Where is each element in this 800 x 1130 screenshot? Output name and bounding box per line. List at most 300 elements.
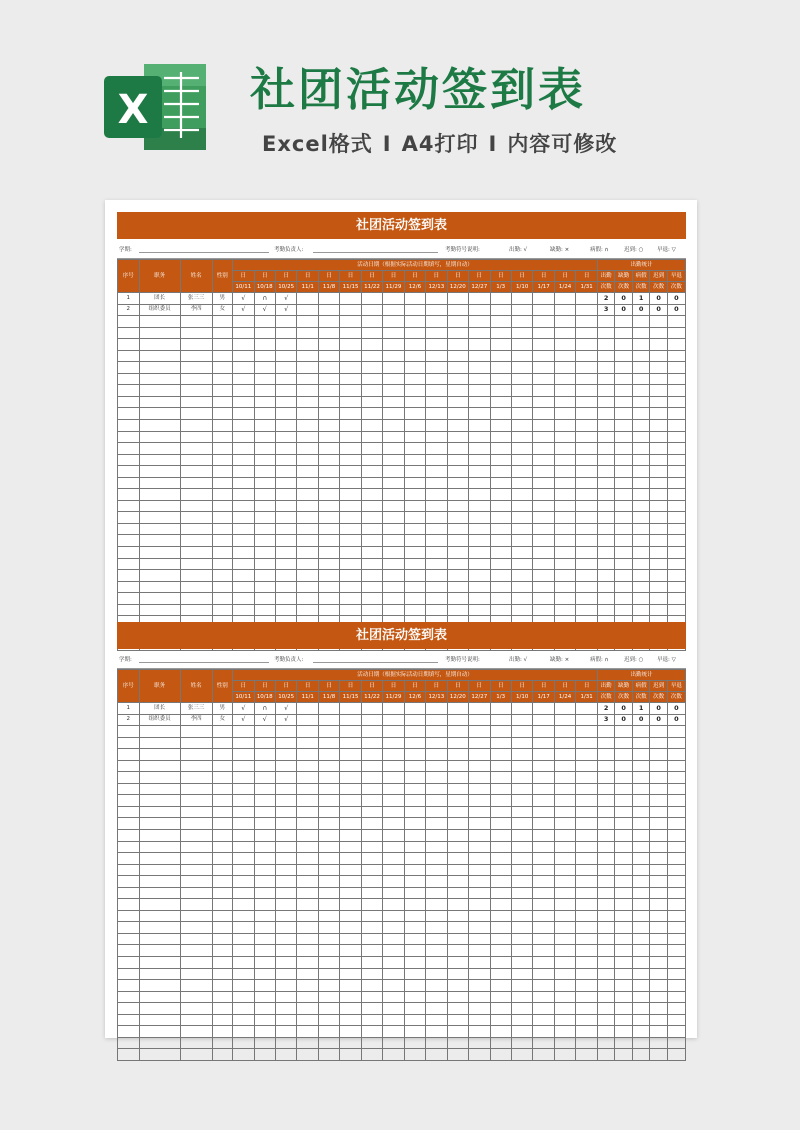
attendance-cell[interactable]: [318, 703, 339, 715]
attendance-cell[interactable]: [340, 523, 361, 535]
attendance-cell[interactable]: [404, 945, 425, 957]
name-cell[interactable]: [180, 899, 212, 911]
attendance-cell[interactable]: [426, 760, 447, 772]
attendance-cell[interactable]: [361, 373, 382, 385]
stat-cell[interactable]: [650, 477, 667, 489]
attendance-cell[interactable]: [469, 316, 490, 328]
attendance-cell[interactable]: [404, 408, 425, 420]
attendance-cell[interactable]: [404, 703, 425, 715]
stat-cell[interactable]: 2: [597, 293, 614, 305]
role-cell[interactable]: [139, 350, 180, 362]
attendance-cell[interactable]: [383, 760, 404, 772]
seq-cell[interactable]: [118, 454, 140, 466]
stat-cell[interactable]: [632, 864, 649, 876]
role-cell[interactable]: 组织委员: [139, 304, 180, 316]
attendance-cell[interactable]: [554, 350, 575, 362]
attendance-cell[interactable]: [297, 339, 318, 351]
attendance-cell[interactable]: [447, 466, 468, 478]
attendance-cell[interactable]: [447, 1049, 468, 1061]
stat-cell[interactable]: [632, 512, 649, 524]
attendance-cell[interactable]: [554, 1026, 575, 1038]
attendance-cell[interactable]: [490, 304, 511, 316]
stat-cell[interactable]: [615, 841, 632, 853]
attendance-cell[interactable]: [318, 1003, 339, 1015]
attendance-cell[interactable]: [426, 795, 447, 807]
stat-cell[interactable]: [615, 749, 632, 761]
attendance-cell[interactable]: [233, 945, 254, 957]
stat-cell[interactable]: [615, 772, 632, 784]
attendance-cell[interactable]: [533, 818, 554, 830]
attendance-cell[interactable]: [254, 899, 275, 911]
attendance-cell[interactable]: [554, 991, 575, 1003]
attendance-cell[interactable]: [511, 968, 532, 980]
stat-cell[interactable]: [597, 968, 614, 980]
name-cell[interactable]: [180, 1014, 212, 1026]
attendance-cell[interactable]: [426, 547, 447, 559]
stat-cell[interactable]: 0: [650, 714, 667, 726]
gender-cell[interactable]: [212, 795, 233, 807]
attendance-cell[interactable]: [426, 581, 447, 593]
attendance-cell[interactable]: [383, 933, 404, 945]
stat-cell[interactable]: [632, 1026, 649, 1038]
attendance-cell[interactable]: [533, 910, 554, 922]
gender-cell[interactable]: [212, 1014, 233, 1026]
attendance-cell[interactable]: [275, 327, 296, 339]
role-cell[interactable]: [139, 535, 180, 547]
attendance-cell[interactable]: [361, 304, 382, 316]
attendance-cell[interactable]: [254, 396, 275, 408]
attendance-cell[interactable]: [511, 795, 532, 807]
attendance-cell[interactable]: [318, 876, 339, 888]
attendance-cell[interactable]: [340, 327, 361, 339]
stat-cell[interactable]: [632, 1014, 649, 1026]
stat-cell[interactable]: [650, 933, 667, 945]
stat-cell[interactable]: [667, 1003, 685, 1015]
attendance-cell[interactable]: [426, 454, 447, 466]
attendance-cell[interactable]: [426, 420, 447, 432]
role-cell[interactable]: [139, 910, 180, 922]
role-cell[interactable]: [139, 593, 180, 605]
attendance-cell[interactable]: [576, 431, 598, 443]
attendance-cell[interactable]: [361, 316, 382, 328]
name-cell[interactable]: [180, 558, 212, 570]
gender-cell[interactable]: [212, 431, 233, 443]
stat-cell[interactable]: [597, 373, 614, 385]
attendance-cell[interactable]: [426, 703, 447, 715]
attendance-cell[interactable]: [254, 760, 275, 772]
attendance-cell[interactable]: [576, 604, 598, 616]
attendance-cell[interactable]: [254, 968, 275, 980]
attendance-cell[interactable]: [361, 726, 382, 738]
gender-cell[interactable]: [212, 933, 233, 945]
attendance-cell[interactable]: [275, 899, 296, 911]
attendance-cell[interactable]: [426, 1037, 447, 1049]
stat-cell[interactable]: [667, 806, 685, 818]
attendance-cell[interactable]: [254, 362, 275, 374]
attendance-cell[interactable]: [576, 830, 598, 842]
gender-cell[interactable]: [212, 489, 233, 501]
attendance-cell[interactable]: [233, 523, 254, 535]
attendance-cell[interactable]: [404, 293, 425, 305]
attendance-cell[interactable]: [275, 957, 296, 969]
attendance-cell[interactable]: [383, 316, 404, 328]
gender-cell[interactable]: [212, 593, 233, 605]
stat-cell[interactable]: [650, 783, 667, 795]
attendance-cell[interactable]: [275, 749, 296, 761]
stat-cell[interactable]: [667, 968, 685, 980]
attendance-cell[interactable]: [297, 570, 318, 582]
role-cell[interactable]: [139, 385, 180, 397]
attendance-cell[interactable]: [576, 500, 598, 512]
role-cell[interactable]: [139, 443, 180, 455]
role-cell[interactable]: [139, 327, 180, 339]
attendance-cell[interactable]: [254, 593, 275, 605]
attendance-cell[interactable]: [361, 806, 382, 818]
gender-cell[interactable]: [212, 864, 233, 876]
stat-cell[interactable]: [632, 853, 649, 865]
stat-cell[interactable]: [632, 760, 649, 772]
attendance-cell[interactable]: [447, 1003, 468, 1015]
gender-cell[interactable]: [212, 477, 233, 489]
seq-cell[interactable]: 2: [118, 714, 140, 726]
attendance-cell[interactable]: [297, 922, 318, 934]
attendance-cell[interactable]: [576, 841, 598, 853]
attendance-cell[interactable]: [233, 749, 254, 761]
attendance-cell[interactable]: [447, 327, 468, 339]
attendance-cell[interactable]: [275, 443, 296, 455]
attendance-cell[interactable]: [361, 477, 382, 489]
attendance-cell[interactable]: [490, 443, 511, 455]
attendance-cell[interactable]: [318, 749, 339, 761]
attendance-cell[interactable]: [233, 853, 254, 865]
attendance-cell[interactable]: [511, 523, 532, 535]
seq-cell[interactable]: [118, 1049, 140, 1061]
stat-cell[interactable]: [650, 443, 667, 455]
gender-cell[interactable]: 男: [212, 703, 233, 715]
attendance-cell[interactable]: [469, 500, 490, 512]
name-cell[interactable]: [180, 535, 212, 547]
attendance-cell[interactable]: [511, 726, 532, 738]
seq-cell[interactable]: [118, 737, 140, 749]
attendance-cell[interactable]: [318, 443, 339, 455]
gender-cell[interactable]: [212, 350, 233, 362]
name-cell[interactable]: [180, 420, 212, 432]
attendance-cell[interactable]: [469, 945, 490, 957]
gender-cell[interactable]: [212, 373, 233, 385]
stat-cell[interactable]: [650, 853, 667, 865]
attendance-cell[interactable]: [447, 783, 468, 795]
attendance-cell[interactable]: [404, 466, 425, 478]
stat-cell[interactable]: [650, 581, 667, 593]
attendance-cell[interactable]: [511, 593, 532, 605]
stat-cell[interactable]: [650, 795, 667, 807]
attendance-cell[interactable]: [361, 547, 382, 559]
attendance-cell[interactable]: [340, 899, 361, 911]
attendance-cell[interactable]: [511, 408, 532, 420]
attendance-cell[interactable]: [533, 593, 554, 605]
stat-cell[interactable]: [667, 466, 685, 478]
stat-cell[interactable]: [615, 864, 632, 876]
name-cell[interactable]: [180, 957, 212, 969]
stat-cell[interactable]: [650, 772, 667, 784]
stat-cell[interactable]: [597, 316, 614, 328]
stat-cell[interactable]: [615, 593, 632, 605]
attendance-cell[interactable]: [275, 558, 296, 570]
attendance-cell[interactable]: [576, 714, 598, 726]
attendance-cell[interactable]: [275, 396, 296, 408]
attendance-cell[interactable]: [318, 431, 339, 443]
attendance-cell[interactable]: [361, 933, 382, 945]
attendance-cell[interactable]: [340, 749, 361, 761]
name-cell[interactable]: [180, 604, 212, 616]
attendance-cell[interactable]: [533, 783, 554, 795]
seq-cell[interactable]: [118, 350, 140, 362]
attendance-cell[interactable]: [340, 604, 361, 616]
attendance-cell[interactable]: [404, 1003, 425, 1015]
stat-cell[interactable]: [650, 570, 667, 582]
attendance-cell[interactable]: [490, 570, 511, 582]
attendance-cell[interactable]: [490, 396, 511, 408]
stat-cell[interactable]: [632, 1003, 649, 1015]
stat-cell[interactable]: [632, 408, 649, 420]
attendance-cell[interactable]: [318, 760, 339, 772]
attendance-cell[interactable]: [533, 466, 554, 478]
attendance-cell[interactable]: [233, 443, 254, 455]
attendance-cell[interactable]: ∩: [254, 703, 275, 715]
attendance-cell[interactable]: [340, 443, 361, 455]
attendance-cell[interactable]: [361, 523, 382, 535]
attendance-cell[interactable]: [361, 350, 382, 362]
attendance-cell[interactable]: [576, 772, 598, 784]
attendance-cell[interactable]: [447, 1014, 468, 1026]
attendance-cell[interactable]: [297, 737, 318, 749]
attendance-cell[interactable]: [254, 783, 275, 795]
attendance-cell[interactable]: [297, 420, 318, 432]
attendance-cell[interactable]: [297, 593, 318, 605]
attendance-cell[interactable]: [340, 293, 361, 305]
attendance-cell[interactable]: [511, 477, 532, 489]
attendance-cell[interactable]: [554, 593, 575, 605]
attendance-cell[interactable]: [275, 523, 296, 535]
gender-cell[interactable]: [212, 500, 233, 512]
semester-field[interactable]: [139, 662, 269, 663]
attendance-cell[interactable]: [340, 1026, 361, 1038]
name-cell[interactable]: [180, 760, 212, 772]
stat-cell[interactable]: [597, 327, 614, 339]
attendance-cell[interactable]: [318, 408, 339, 420]
attendance-cell[interactable]: [318, 806, 339, 818]
attendance-cell[interactable]: [275, 760, 296, 772]
stat-cell[interactable]: [597, 1003, 614, 1015]
stat-cell[interactable]: [597, 899, 614, 911]
attendance-cell[interactable]: [490, 316, 511, 328]
attendance-cell[interactable]: [383, 420, 404, 432]
role-cell[interactable]: [139, 991, 180, 1003]
attendance-cell[interactable]: [254, 1026, 275, 1038]
stat-cell[interactable]: [667, 980, 685, 992]
attendance-cell[interactable]: [383, 806, 404, 818]
attendance-cell[interactable]: [533, 876, 554, 888]
stat-cell[interactable]: [615, 339, 632, 351]
attendance-cell[interactable]: [404, 933, 425, 945]
attendance-cell[interactable]: [533, 443, 554, 455]
attendance-cell[interactable]: [533, 1049, 554, 1061]
name-cell[interactable]: [180, 968, 212, 980]
name-cell[interactable]: [180, 1049, 212, 1061]
attendance-cell[interactable]: [297, 1037, 318, 1049]
attendance-cell[interactable]: [383, 570, 404, 582]
attendance-cell[interactable]: [576, 864, 598, 876]
stat-cell[interactable]: 0: [650, 304, 667, 316]
stat-cell[interactable]: [632, 772, 649, 784]
attendance-cell[interactable]: [426, 933, 447, 945]
attendance-cell[interactable]: [383, 703, 404, 715]
attendance-cell[interactable]: [254, 581, 275, 593]
attendance-cell[interactable]: [576, 339, 598, 351]
stat-cell[interactable]: [597, 980, 614, 992]
attendance-cell[interactable]: [254, 570, 275, 582]
attendance-cell[interactable]: [490, 408, 511, 420]
attendance-cell[interactable]: [533, 933, 554, 945]
stat-cell[interactable]: [650, 899, 667, 911]
name-cell[interactable]: [180, 1026, 212, 1038]
attendance-cell[interactable]: [361, 980, 382, 992]
gender-cell[interactable]: [212, 749, 233, 761]
attendance-cell[interactable]: [275, 783, 296, 795]
attendance-cell[interactable]: [275, 500, 296, 512]
attendance-cell[interactable]: [511, 783, 532, 795]
attendance-cell[interactable]: [469, 933, 490, 945]
attendance-cell[interactable]: [404, 593, 425, 605]
stat-cell[interactable]: [632, 547, 649, 559]
attendance-cell[interactable]: [318, 385, 339, 397]
stat-cell[interactable]: [615, 933, 632, 945]
attendance-cell[interactable]: [447, 714, 468, 726]
stat-cell[interactable]: [615, 957, 632, 969]
attendance-cell[interactable]: [533, 841, 554, 853]
stat-cell[interactable]: [667, 316, 685, 328]
attendance-cell[interactable]: [297, 933, 318, 945]
attendance-cell[interactable]: [254, 350, 275, 362]
attendance-cell[interactable]: [404, 714, 425, 726]
attendance-cell[interactable]: [511, 454, 532, 466]
attendance-cell[interactable]: [233, 818, 254, 830]
attendance-cell[interactable]: [383, 604, 404, 616]
stat-cell[interactable]: [615, 327, 632, 339]
gender-cell[interactable]: 女: [212, 304, 233, 316]
stat-cell[interactable]: [667, 841, 685, 853]
stat-cell[interactable]: [597, 593, 614, 605]
stat-cell[interactable]: [615, 726, 632, 738]
stat-cell[interactable]: [667, 581, 685, 593]
attendance-cell[interactable]: [469, 772, 490, 784]
attendance-cell[interactable]: [361, 957, 382, 969]
role-cell[interactable]: [139, 760, 180, 772]
attendance-cell[interactable]: [361, 443, 382, 455]
attendance-cell[interactable]: [297, 899, 318, 911]
gender-cell[interactable]: [212, 1026, 233, 1038]
stat-cell[interactable]: [632, 795, 649, 807]
stat-cell[interactable]: [632, 362, 649, 374]
stat-cell[interactable]: [667, 1037, 685, 1049]
stat-cell[interactable]: [667, 385, 685, 397]
stat-cell[interactable]: [632, 327, 649, 339]
attendance-cell[interactable]: [490, 293, 511, 305]
attendance-cell[interactable]: [233, 876, 254, 888]
attendance-cell[interactable]: [554, 558, 575, 570]
attendance-cell[interactable]: [254, 477, 275, 489]
attendance-cell[interactable]: [447, 454, 468, 466]
attendance-cell[interactable]: [533, 806, 554, 818]
attendance-cell[interactable]: [554, 806, 575, 818]
attendance-cell[interactable]: [404, 512, 425, 524]
role-cell[interactable]: [139, 523, 180, 535]
attendance-cell[interactable]: [447, 749, 468, 761]
stat-cell[interactable]: [650, 535, 667, 547]
stat-cell[interactable]: [650, 408, 667, 420]
seq-cell[interactable]: [118, 362, 140, 374]
attendance-cell[interactable]: [447, 408, 468, 420]
gender-cell[interactable]: [212, 512, 233, 524]
attendance-cell[interactable]: [576, 933, 598, 945]
attendance-cell[interactable]: [340, 558, 361, 570]
attendance-cell[interactable]: [554, 795, 575, 807]
seq-cell[interactable]: [118, 1014, 140, 1026]
attendance-cell[interactable]: [318, 714, 339, 726]
attendance-cell[interactable]: [361, 749, 382, 761]
attendance-cell[interactable]: [254, 957, 275, 969]
gender-cell[interactable]: [212, 1037, 233, 1049]
attendance-cell[interactable]: [469, 980, 490, 992]
attendance-cell[interactable]: [361, 385, 382, 397]
attendance-cell[interactable]: [511, 957, 532, 969]
stat-cell[interactable]: 0: [667, 293, 685, 305]
attendance-cell[interactable]: [383, 293, 404, 305]
attendance-cell[interactable]: [361, 910, 382, 922]
seq-cell[interactable]: [118, 968, 140, 980]
attendance-cell[interactable]: [404, 899, 425, 911]
attendance-cell[interactable]: [383, 547, 404, 559]
attendance-cell[interactable]: [469, 593, 490, 605]
attendance-cell[interactable]: [404, 876, 425, 888]
seq-cell[interactable]: [118, 783, 140, 795]
attendance-cell[interactable]: [254, 980, 275, 992]
attendance-cell[interactable]: [254, 443, 275, 455]
stat-cell[interactable]: [597, 945, 614, 957]
stat-cell[interactable]: [667, 535, 685, 547]
attendance-cell[interactable]: [533, 523, 554, 535]
gender-cell[interactable]: [212, 887, 233, 899]
attendance-cell[interactable]: [511, 1037, 532, 1049]
attendance-cell[interactable]: [533, 408, 554, 420]
attendance-cell[interactable]: [554, 726, 575, 738]
attendance-cell[interactable]: [490, 737, 511, 749]
seq-cell[interactable]: [118, 876, 140, 888]
stat-cell[interactable]: [597, 830, 614, 842]
stat-cell[interactable]: [597, 1026, 614, 1038]
role-cell[interactable]: [139, 980, 180, 992]
attendance-cell[interactable]: [361, 1037, 382, 1049]
attendance-cell[interactable]: [533, 726, 554, 738]
attendance-cell[interactable]: [554, 547, 575, 559]
attendance-cell[interactable]: [511, 443, 532, 455]
attendance-cell[interactable]: [340, 316, 361, 328]
attendance-cell[interactable]: [426, 373, 447, 385]
attendance-cell[interactable]: [297, 558, 318, 570]
stat-cell[interactable]: [632, 431, 649, 443]
attendance-cell[interactable]: [254, 339, 275, 351]
stat-cell[interactable]: [650, 385, 667, 397]
